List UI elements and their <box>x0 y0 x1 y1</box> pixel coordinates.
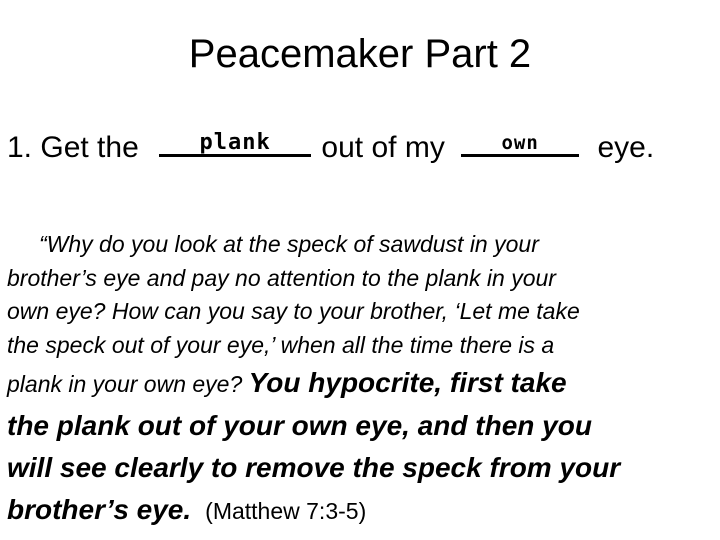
quote-line-1: “Why do you look at the speck of sawdust in your <box>39 231 539 257</box>
quote-line-2: brother’s eye and pay no attention to the plank in your <box>7 264 556 291</box>
point-suffix: eye. <box>589 131 655 164</box>
quote-line-3: own eye? How can you say to your brother, ‘Let me take <box>7 298 580 324</box>
point-one <box>7 128 654 168</box>
quote-last-bold: brother’s eye. <box>7 494 192 525</box>
scripture-reference: (Matthew 7:3-5) <box>205 498 367 524</box>
quote-line-5 <box>7 362 715 405</box>
quote-line-7: will see clearly to remove the speck from your <box>7 452 621 483</box>
quote-line-5-bold: You hypocrite, first take <box>248 367 567 398</box>
answer-own: own <box>501 132 539 154</box>
scripture-quote <box>7 228 715 532</box>
blank-answer-1 <box>159 128 311 157</box>
slide-title: Peacemaker Part 2 <box>188 32 532 76</box>
point-middle: out of my <box>313 131 454 164</box>
quote-line-5-plain: plank in your own eye? <box>7 371 243 397</box>
answer-plank: plank <box>199 130 271 155</box>
quote-line-4: the speck out of your eye,’ when all the time there is a <box>7 331 555 358</box>
point-prefix: 1. Get the <box>7 131 148 164</box>
quote-line-6: the plank out of your own eye, and then you <box>7 410 592 441</box>
blank-answer-2 <box>461 128 579 157</box>
quote-line-8 <box>7 489 715 532</box>
